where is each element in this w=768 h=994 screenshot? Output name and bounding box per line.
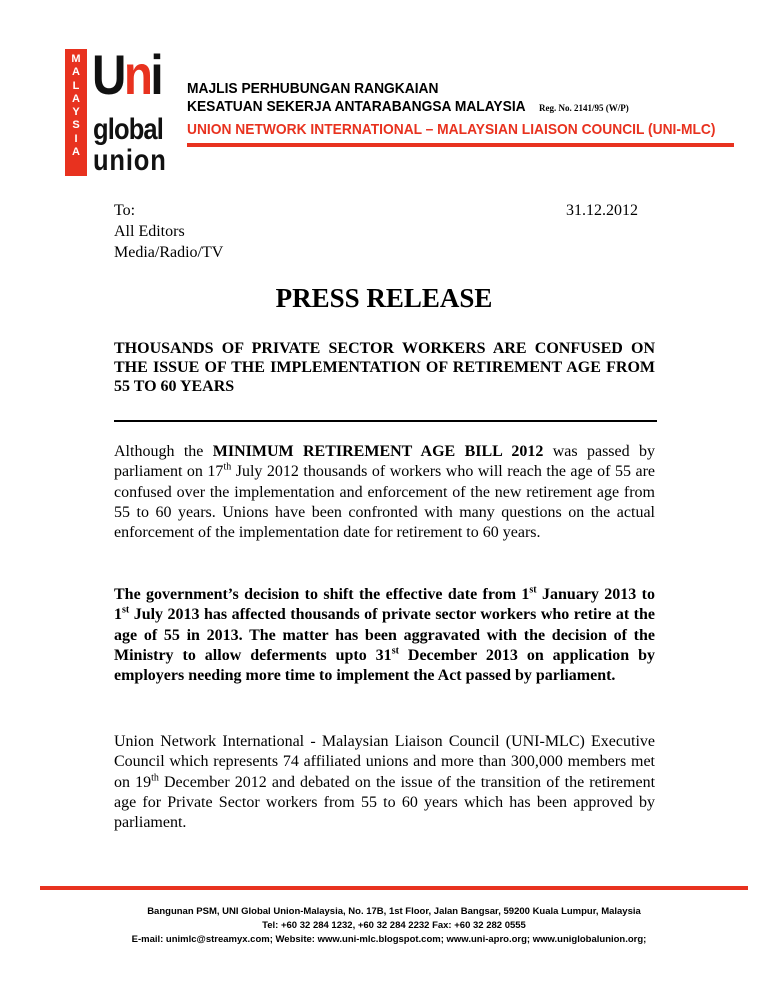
band-letter: A	[72, 92, 80, 105]
logo-union-text: union	[93, 144, 167, 177]
header-line-3: UNION NETWORK INTERNATIONAL – MALAYSIAN LIAISON COUNCIL (UNI-MLC)	[187, 121, 716, 138]
band-letter: A	[72, 66, 80, 79]
malaysia-band	[65, 49, 87, 176]
header-line-2: KESATUAN SEKERJA ANTARABANGSA MALAYSIA	[187, 98, 526, 115]
release-date: 31.12.2012	[566, 202, 638, 219]
headline-divider	[114, 420, 657, 422]
headline: THOUSANDS OF PRIVATE SECTOR WORKERS ARE CONFUSED ON THE ISSUE OF THE IMPLEMENTATION OF RETIREMENT AGE FROM 55 TO 60 YEARS	[114, 340, 655, 395]
band-letter: Y	[72, 106, 80, 119]
bill-name: MINIMUM RETIREMENT AGE BILL 2012	[212, 443, 544, 460]
paragraph-2: The government’s decision to shift the effective date from 1st January 2013 to 1st July 2013 has affected thousands of private sector workers who retire at the age of 55 in 2013. The matter has been aggravated with the decision of the Ministry to allow deferments upto 31st December 2013 on application by employers needing more time to implement the Act passed by parliament.	[114, 584, 656, 685]
recipient-editors: All Editors	[114, 223, 185, 240]
to-label: To:	[114, 202, 136, 219]
band-letter: S	[72, 119, 80, 132]
band-letter: L	[72, 79, 80, 92]
page-title: PRESS RELEASE	[275, 283, 493, 313]
registration-number: Reg. No. 2141/95 (W/P)	[539, 103, 629, 113]
recipient-media: Media/Radio/TV	[114, 244, 224, 261]
footer-contact: E-mail: unimlc@streamyx.com; Website: www.uni-mlc.blogspot.com; www.uni-apro.org; www.uniglobalunion.org;	[131, 934, 647, 945]
logo-global-text: global	[93, 113, 163, 146]
footer-address: Bangunan PSM, UNI Global Union-Malaysia, No. 17B, 1st Floor, Jalan Bangsar, 59200 Kuala Lumpur, Malaysia	[147, 906, 641, 917]
band-letter: M	[71, 53, 81, 65]
band-letter: A	[72, 146, 80, 159]
header-divider	[187, 143, 734, 147]
paragraph-1: Although the MINIMUM RETIREMENT AGE BILL 2012 was passed by parliament on 17th July 2012 thousands of workers who will reach the age of 55 are confused over the implementation and enforcement of the new retirement age from 55 to 60 years. Unions have been confronted with many questions on the actual enforcement of the implementation date for retirement to 60 years.	[114, 443, 655, 542]
paragraph-3: Union Network International - Malaysian Liaison Council (UNI-MLC) Executive Council which represents 74 affiliated unions and more than 300,000 members met on 19th December 2012 and debated on the issue of the transition of the retirement age for Private Sector workers from 55 to 60 years which has been approved by parliament.	[114, 733, 656, 832]
band-letter: I	[74, 132, 78, 145]
logo-uni-wordmark: Uni	[92, 43, 162, 106]
header-line-1: MAJLIS PERHUBUNGAN RANGKAIAN	[187, 80, 439, 97]
footer-divider	[40, 886, 748, 890]
uni-global-union-logo	[65, 43, 170, 179]
footer-phones: Tel: +60 32 284 1232, +60 32 284 2232 Fax: +60 32 282 0555	[262, 920, 526, 931]
